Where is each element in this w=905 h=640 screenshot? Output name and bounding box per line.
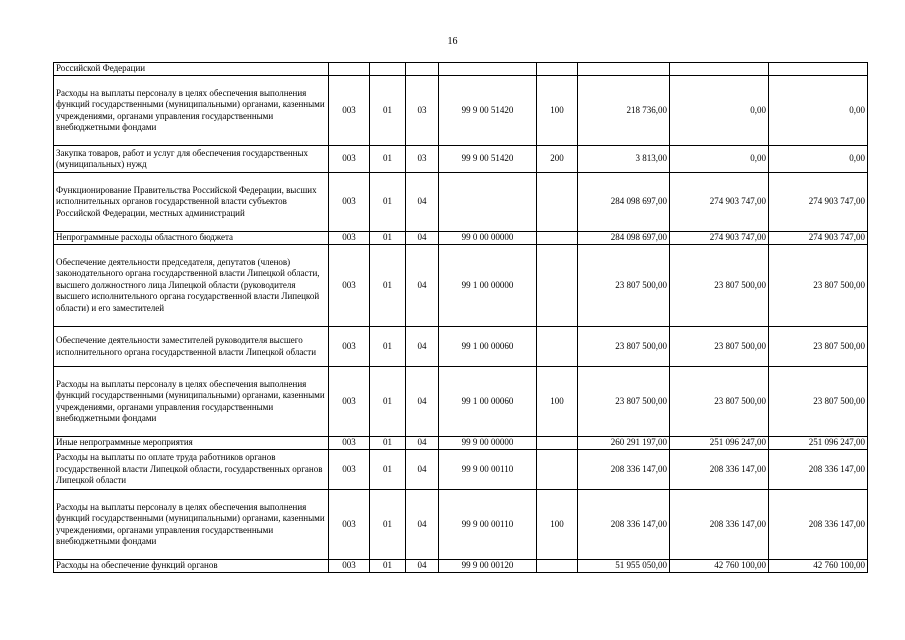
vr-cell [537,450,578,490]
gr-cell: 003 [329,245,370,327]
rz-cell: 01 [370,245,406,327]
row-name-cell: Обеспечение деятельности заместителей руководителя высшего исполнительного органа государственной власти Липецкой области [54,327,329,367]
sum-year2-cell: 274 903 747,00 [670,232,769,245]
csr-cell: 99 1 00 00060 [439,327,537,367]
rz-cell: 01 [370,437,406,450]
sum-year3-cell: 42 760 100,00 [769,560,868,573]
pr-cell: 04 [406,437,439,450]
table-row [54,232,868,245]
pr-cell: 04 [406,173,439,232]
csr-cell: 99 9 00 00110 [439,450,537,490]
pr-cell: 04 [406,232,439,245]
row-name-cell: Функционирование Правительства Российской Федерации, высших исполнительных органов государственной власти субъектов Российской Федерации, местных администраций [54,173,329,232]
sum-year3-cell: 0,00 [769,76,868,146]
sum-year2-cell: 208 336 147,00 [670,490,769,560]
vr-cell: 200 [537,146,578,173]
sum-year1-cell: 284 098 697,00 [578,173,670,232]
row-name-cell: Расходы на выплаты персоналу в целях обеспечения выполнения функций государственными (муниципальными) органами, казенными учреждениями, органами управления государственными внебюджетными фондами [54,76,329,146]
sum-year1-cell: 23 807 500,00 [578,245,670,327]
sum-year1-cell: 208 336 147,00 [578,450,670,490]
pr-cell: 03 [406,76,439,146]
gr-cell: 003 [329,450,370,490]
csr-cell: 99 0 00 00000 [439,232,537,245]
gr-cell: 003 [329,76,370,146]
vr-cell [537,245,578,327]
table-row [54,560,868,573]
gr-cell: 003 [329,173,370,232]
sum-year2-cell: 23 807 500,00 [670,245,769,327]
pr-cell: 04 [406,490,439,560]
sum-year1-cell: 3 813,00 [578,146,670,173]
sum-year2-cell [670,63,769,76]
budget-table [53,62,868,573]
table-row [54,76,868,146]
sum-year2-cell: 251 096 247,00 [670,437,769,450]
rz-cell: 01 [370,490,406,560]
sum-year2-cell: 42 760 100,00 [670,560,769,573]
sum-year2-cell: 0,00 [670,146,769,173]
gr-cell: 003 [329,327,370,367]
table-row [54,450,868,490]
csr-cell [439,63,537,76]
rz-cell [370,63,406,76]
gr-cell [329,63,370,76]
rz-cell: 01 [370,450,406,490]
rz-cell: 01 [370,146,406,173]
sum-year3-cell: 274 903 747,00 [769,173,868,232]
table-row [54,245,868,327]
pr-cell: 04 [406,327,439,367]
vr-cell: 100 [537,76,578,146]
vr-cell: 100 [537,490,578,560]
csr-cell: 99 1 00 00000 [439,245,537,327]
sum-year1-cell: 23 807 500,00 [578,327,670,367]
sum-year1-cell [578,63,670,76]
sum-year3-cell: 0,00 [769,146,868,173]
sum-year2-cell: 208 336 147,00 [670,450,769,490]
table-row [54,63,868,76]
csr-cell: 99 9 00 00000 [439,437,537,450]
gr-cell: 003 [329,367,370,437]
sum-year3-cell: 23 807 500,00 [769,327,868,367]
csr-cell [439,173,537,232]
csr-cell: 99 9 00 51420 [439,146,537,173]
table-row [54,437,868,450]
table-row [54,367,868,437]
rz-cell: 01 [370,560,406,573]
sum-year3-cell: 251 096 247,00 [769,437,868,450]
row-name-cell: Расходы на выплаты персоналу в целях обеспечения выполнения функций государственными (муниципальными) органами, казенными учреждениями, органами управления государственными внебюджетными фондами [54,490,329,560]
gr-cell: 003 [329,146,370,173]
gr-cell: 003 [329,490,370,560]
rz-cell: 01 [370,76,406,146]
sum-year1-cell: 51 955 050,00 [578,560,670,573]
sum-year3-cell: 274 903 747,00 [769,232,868,245]
gr-cell: 003 [329,560,370,573]
rz-cell: 01 [370,327,406,367]
csr-cell: 99 9 00 00110 [439,490,537,560]
vr-cell [537,560,578,573]
rz-cell: 01 [370,173,406,232]
sum-year3-cell: 23 807 500,00 [769,245,868,327]
table-row [54,327,868,367]
row-name-cell: Российской Федерации [54,63,329,76]
csr-cell: 99 9 00 00120 [439,560,537,573]
row-name-cell: Закупка товаров, работ и услуг для обеспечения государственных (муниципальных) нужд [54,146,329,173]
sum-year2-cell: 0,00 [670,76,769,146]
gr-cell: 003 [329,437,370,450]
pr-cell: 04 [406,367,439,437]
row-name-cell: Иные непрограммные мероприятия [54,437,329,450]
table-row [54,173,868,232]
csr-cell: 99 1 00 00060 [439,367,537,437]
vr-cell [537,327,578,367]
pr-cell: 04 [406,245,439,327]
vr-cell [537,173,578,232]
sum-year3-cell: 23 807 500,00 [769,367,868,437]
csr-cell: 99 9 00 51420 [439,76,537,146]
sum-year3-cell: 208 336 147,00 [769,490,868,560]
row-name-cell: Расходы на выплаты по оплате труда работников органов государственной власти Липецкой области, государственных органов Липецкой области [54,450,329,490]
vr-cell [537,232,578,245]
sum-year2-cell: 274 903 747,00 [670,173,769,232]
pr-cell: 04 [406,450,439,490]
sum-year3-cell: 208 336 147,00 [769,450,868,490]
table-row [54,146,868,173]
sum-year1-cell: 218 736,00 [578,76,670,146]
pr-cell: 04 [406,560,439,573]
table-row [54,490,868,560]
sum-year2-cell: 23 807 500,00 [670,327,769,367]
rz-cell: 01 [370,232,406,245]
sum-year1-cell: 260 291 197,00 [578,437,670,450]
pr-cell: 03 [406,146,439,173]
row-name-cell: Непрограммные расходы областного бюджета [54,232,329,245]
sum-year1-cell: 284 098 697,00 [578,232,670,245]
vr-cell [537,437,578,450]
page-number: 16 [447,36,458,47]
vr-cell [537,63,578,76]
gr-cell: 003 [329,232,370,245]
sum-year1-cell: 208 336 147,00 [578,490,670,560]
pr-cell [406,63,439,76]
sum-year2-cell: 23 807 500,00 [670,367,769,437]
row-name-cell: Обеспечение деятельности председателя, депутатов (членов) законодательного органа государственной власти Липецкой области, высшего должностного лица Липецкой области (руководителя высшего исполнительного органа государственной власти Липецкой области) и его заместителей [54,245,329,327]
rz-cell: 01 [370,367,406,437]
sum-year3-cell [769,63,868,76]
row-name-cell: Расходы на обеспечение функций органов [54,560,329,573]
sum-year1-cell: 23 807 500,00 [578,367,670,437]
vr-cell: 100 [537,367,578,437]
row-name-cell: Расходы на выплаты персоналу в целях обеспечения выполнения функций государственными (муниципальными) органами, казенными учреждениями, органами управления государственными внебюджетными фондами [54,367,329,437]
